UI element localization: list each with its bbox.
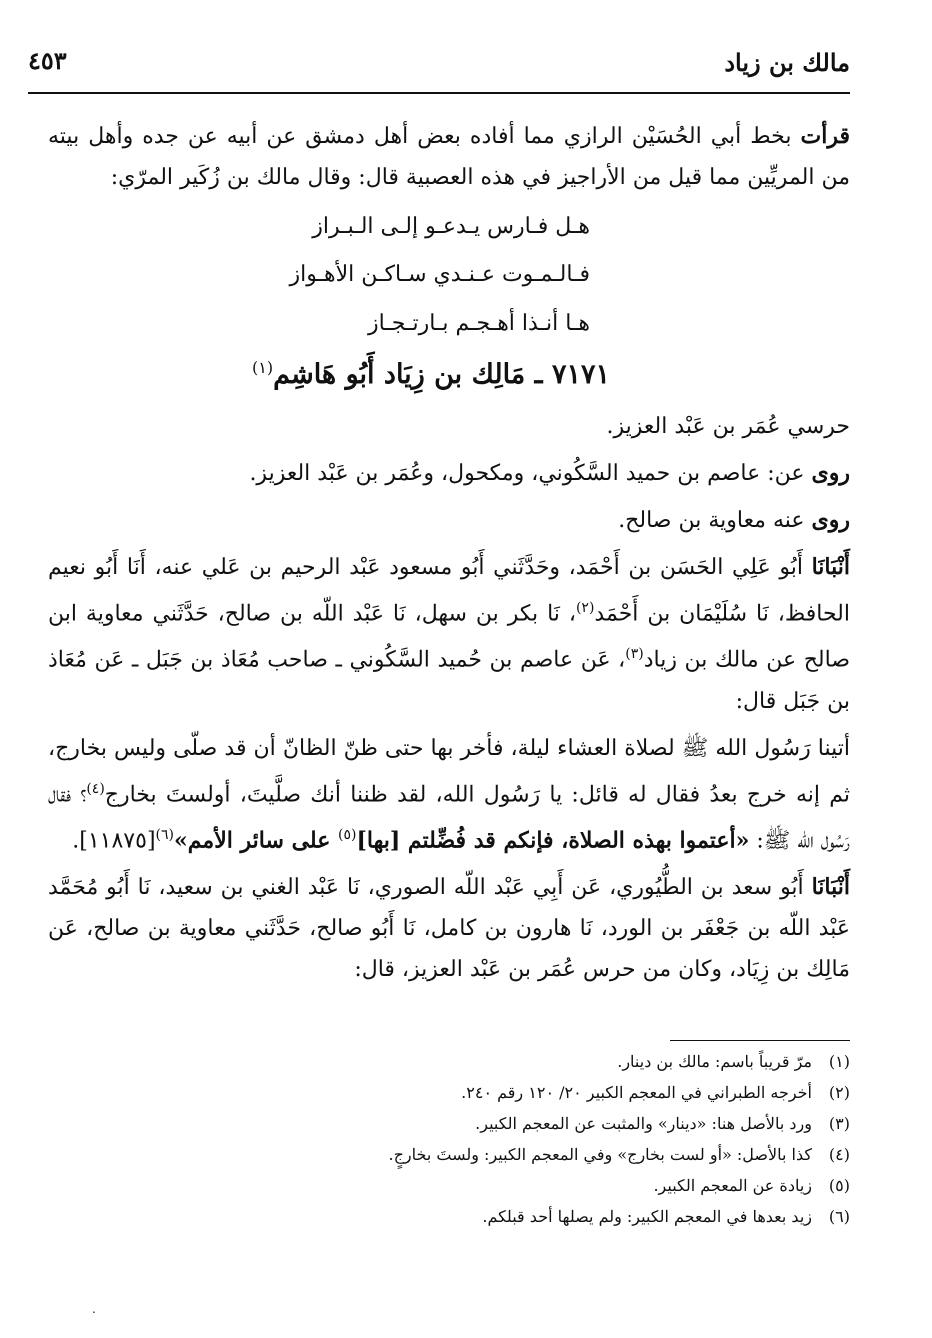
footer-mark: . [92, 1302, 96, 1316]
isnad2-text: أَبُو سعد بن الطُّيُوري، عَن أَبِي عَبْد اللّه الصوري، نَا عَبْد الغني بن سعيد، نَا أَبُو مُحَمَّد عَبْد اللّه بن جَعْفَر بن الورد، نَا هارون بن كامل، نَا أَبُو صالح، حَدَّثَني معاوية بن صالح، عَن مَالِك بن زِيَاد، وكان من حرس عُمَر بن عَبْد العزيز، قال: [48, 875, 850, 983]
rawa-anhu-line [48, 500, 850, 541]
isnad1-part1: أَبُو عَلِي الحَسَن بن أَحْمَد، وحَدَّثَني أَبُو مسعود عَبْد الرحيم بن عَلي عنه، أَنَا أَبُو نعيم الحافظ، نَا سُلَيْمَان بن أَحْمَد [48, 555, 850, 627]
footnote-number: (٤) [828, 1145, 850, 1164]
footnote-item [210, 1170, 850, 1201]
footnote-number: (٢) [828, 1083, 850, 1102]
footnote-ref-4: (٤) [86, 780, 105, 797]
footnote-item [210, 1139, 850, 1170]
rawa-an-line [48, 453, 850, 494]
footnote-item [210, 1108, 850, 1139]
footnote-text: زيادة عن المعجم الكبير. [653, 1176, 812, 1195]
rawa-an-text: عن: عاصم بن حميد السَّكُوني، ومكحول، وعُمَر بن عَبْد العزيز. [249, 461, 805, 486]
footnote-ref-1: (١) [252, 358, 274, 377]
rawa-anhu-label: روى [811, 507, 850, 533]
footnote-number: (١) [828, 1052, 850, 1071]
rawa-an-label: روى [811, 460, 850, 486]
intro-paragraph [48, 116, 850, 198]
hadith-quote: «أعتموا بهذه الصلاة، فإنكم قد فُضِّلتم [بها] [356, 827, 750, 854]
intro-lead-word: قرأت [800, 123, 851, 149]
verse-line-2: فـالـمـوت عـنـدي سـاكـن الأهـواز [289, 262, 590, 287]
footnote-item [210, 1046, 850, 1077]
isnad2-lead: أَنْبَانَا [811, 874, 850, 901]
footnote-text: ورد بالأصل هنا: «دينار» والمثبت عن المعجم الكبير. [475, 1114, 812, 1133]
hadith-paragraph [48, 728, 850, 862]
footnote-number: (٣) [828, 1114, 850, 1133]
isnad-paragraph-1 [48, 547, 850, 722]
hadith-part1: أتينا رَسُول الله ﷺ لصلاة العشاء ليلة، فأخر بها حتى ظنّ الظانّ أن قد صلّى وليس بخارج، ثم إنه خرج بعدُ فقال له قائل: يا رَسُول الله، لقد ظننا أنك صلَّيتَ، أولستَ بخارج [48, 735, 850, 807]
hadith-reference: [١١٨٧٥]. [72, 828, 156, 854]
isnad1-part3: ، عَن عاصم بن حُميد السَّكُوني ـ صاحب مُعَاذ بن جَبَل ـ عَن مُعَاذ بن جَبَل قال: [48, 647, 850, 714]
page-header [28, 40, 850, 94]
footnotes-block [210, 1046, 850, 1232]
footnote-ref-3: (٣) [625, 646, 644, 663]
hadith-quote-end: على سائر الأمم» [174, 827, 338, 854]
running-title: مالك بن زياد [724, 48, 850, 77]
isnad-paragraph-2 [48, 867, 850, 990]
footnote-number: (٥) [828, 1176, 850, 1195]
rawa-anhu-text: عنه معاوية بن صالح. [618, 508, 805, 533]
intro-text: بخط أبي الحُسَيْن الرازي مما أفاده بعض أهل دمشق عن أبيه عن جده وأهل بيته من المريِّين مما قيل من الأراجيز في هذه العصبية قال: وقال مالك بن زُكَير المرّي: [48, 124, 850, 190]
footnote-ref-2: (٢) [575, 600, 595, 616]
footnote-number: (٦) [828, 1207, 850, 1226]
guard-line: حرسي عُمَر بن عَبْد العزيز. [606, 414, 850, 439]
entry-heading [252, 358, 610, 390]
verse-line-1: هـل فـارس يـدعـو إلـى الـبـراز [312, 214, 590, 239]
entry-title-text: ٧١٧١ ـ مَالِك بن زِيَاد أَبُو هَاشِم [273, 359, 610, 390]
hadith-part2: ؟ فقال رَسُول الله ﷺ: [48, 781, 850, 854]
footnote-text: أخرجه الطبراني في المعجم الكبير ٢٠/ ١٢٠ رقم ٢٤٠. [461, 1083, 812, 1102]
footnote-ref-6: (٦) [155, 826, 175, 843]
isnad1-part2: ، نَا بكر بن سهل، نَا عَبْد اللّه بن صالح، حَدَّثَني معاوية ابن صالح عن مالك بن زياد [48, 601, 851, 673]
entry-body [48, 406, 850, 996]
isnad1-lead: أَنْبَانَا [811, 554, 850, 580]
footnote-divider [670, 1040, 850, 1041]
footnote-ref-5: (٥) [337, 826, 357, 843]
footnote-item [210, 1077, 850, 1108]
footnote-item [210, 1201, 850, 1232]
footnote-text: زيد بعدها في المعجم الكبير: ولم يصلها أحد قبلكم. [482, 1207, 812, 1226]
verse-line-3: هـا أنـذا أهـجـم بـارتـجـاز [368, 311, 590, 336]
footnote-text: كذا بالأصل: «أو لست بخارج» وفي المعجم الكبير: ولستَ بخارجٍ. [388, 1145, 812, 1164]
page-number: ٤٥٣ [28, 46, 67, 75]
footnote-text: مرّ قريباً باسم: مالك بن دينار. [617, 1052, 812, 1071]
